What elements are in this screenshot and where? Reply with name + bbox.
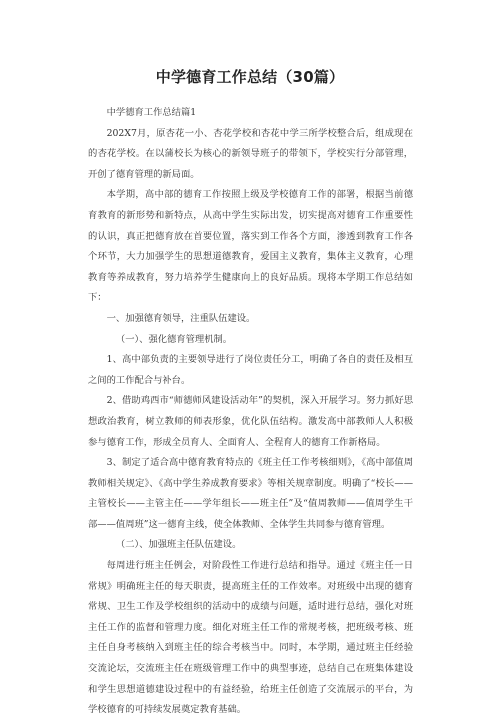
paragraph-overview: 本学期，高中部的德育工作按照上级及学校德育工作的部署，根据当前德育教育的新形势和新特点，从高中学生实际出发，切实提高对德育工作重要性的认识，真正把德育放在首要位置，落实到工作各个方面，渗透到教育工作各个环节，大力加强学生的思想道德教育，爱国主义教育，集体主义教育，心理教育等养成教育，努力培养学生健康向上的良好品质。现将本学期工作总结如下： xyxy=(88,189,413,304)
paragraph-item-2: 2、借助鸡西市“师德师风建设活动年”的契机，深入开展学习。努力抓好思想政治教育，树立教师的师表形象，优化队伍结构。激发高中部教师人人积极参与德育工作，形成全员育人、全面育人、全程育人的德育工作新格局。 xyxy=(88,395,413,448)
heading-part-1: 一、加强德育领导，注重队伍建设。 xyxy=(106,312,256,324)
document-body xyxy=(88,103,413,721)
document-title: 中学德育工作总结（30篇） xyxy=(155,68,345,86)
paragraph-intro: 202X7月，原杏花一小、杏花学校和杏花中学三所学校整合后，组成现在的杏花学校。在以蒲校长为核心的新领导班子的带领下，学校实行分部管理，开创了德育管理的新局面。 xyxy=(88,127,413,180)
paragraph-item-3: 3、制定了适合高中德育教育特点的《班主任工作考核细则》，《高中部值周教师相关规定》、《高中学生养成教育要求》等相关规章制度。明确了“校长——主管校长——主管主任——学年组长——班主任”及“值周教师——值周学生干部——值周班”这一德育主线，使全体教师、全体学生共同参与德育管理。 xyxy=(88,457,413,530)
paragraph-item-1: 1、高中部负责的主要领导进行了岗位责任分工，明确了各自的责任及相互之间的工作配合与补台。 xyxy=(88,354,413,386)
section-heading-article-1: 中学德育工作总结篇1 xyxy=(106,107,197,118)
subheading-2: （二）、加强班主任队伍建设。 xyxy=(115,539,242,551)
subheading-1: （一）、强化德育管理机制。 xyxy=(115,333,233,345)
paragraph-class-teacher: 每周进行班主任例会，对阶段性工作进行总结和指导。通过《班主任一日常规》明确班主任的每天职责，提高班主任的工作效率。对班级中出现的德育常规、卫生工作及学校组织的活动中的成绩与问题，适时进行总结，强化对班主任工作的监督和管理力度。细化对班主任工作的常规考核，把班级考核、班主任自身考核纳入到班主任的综合考核当中。同时，本学期，通过班主任经验交流论坛，交流班主任在班级管理工作中的典型事迹，总结自己在班集体建设和学生思想道德建设过程中的有益经验，给班主任创造了交流展示的平台，为学校德育的可持续发展奠定教育基础。 xyxy=(88,560,413,716)
